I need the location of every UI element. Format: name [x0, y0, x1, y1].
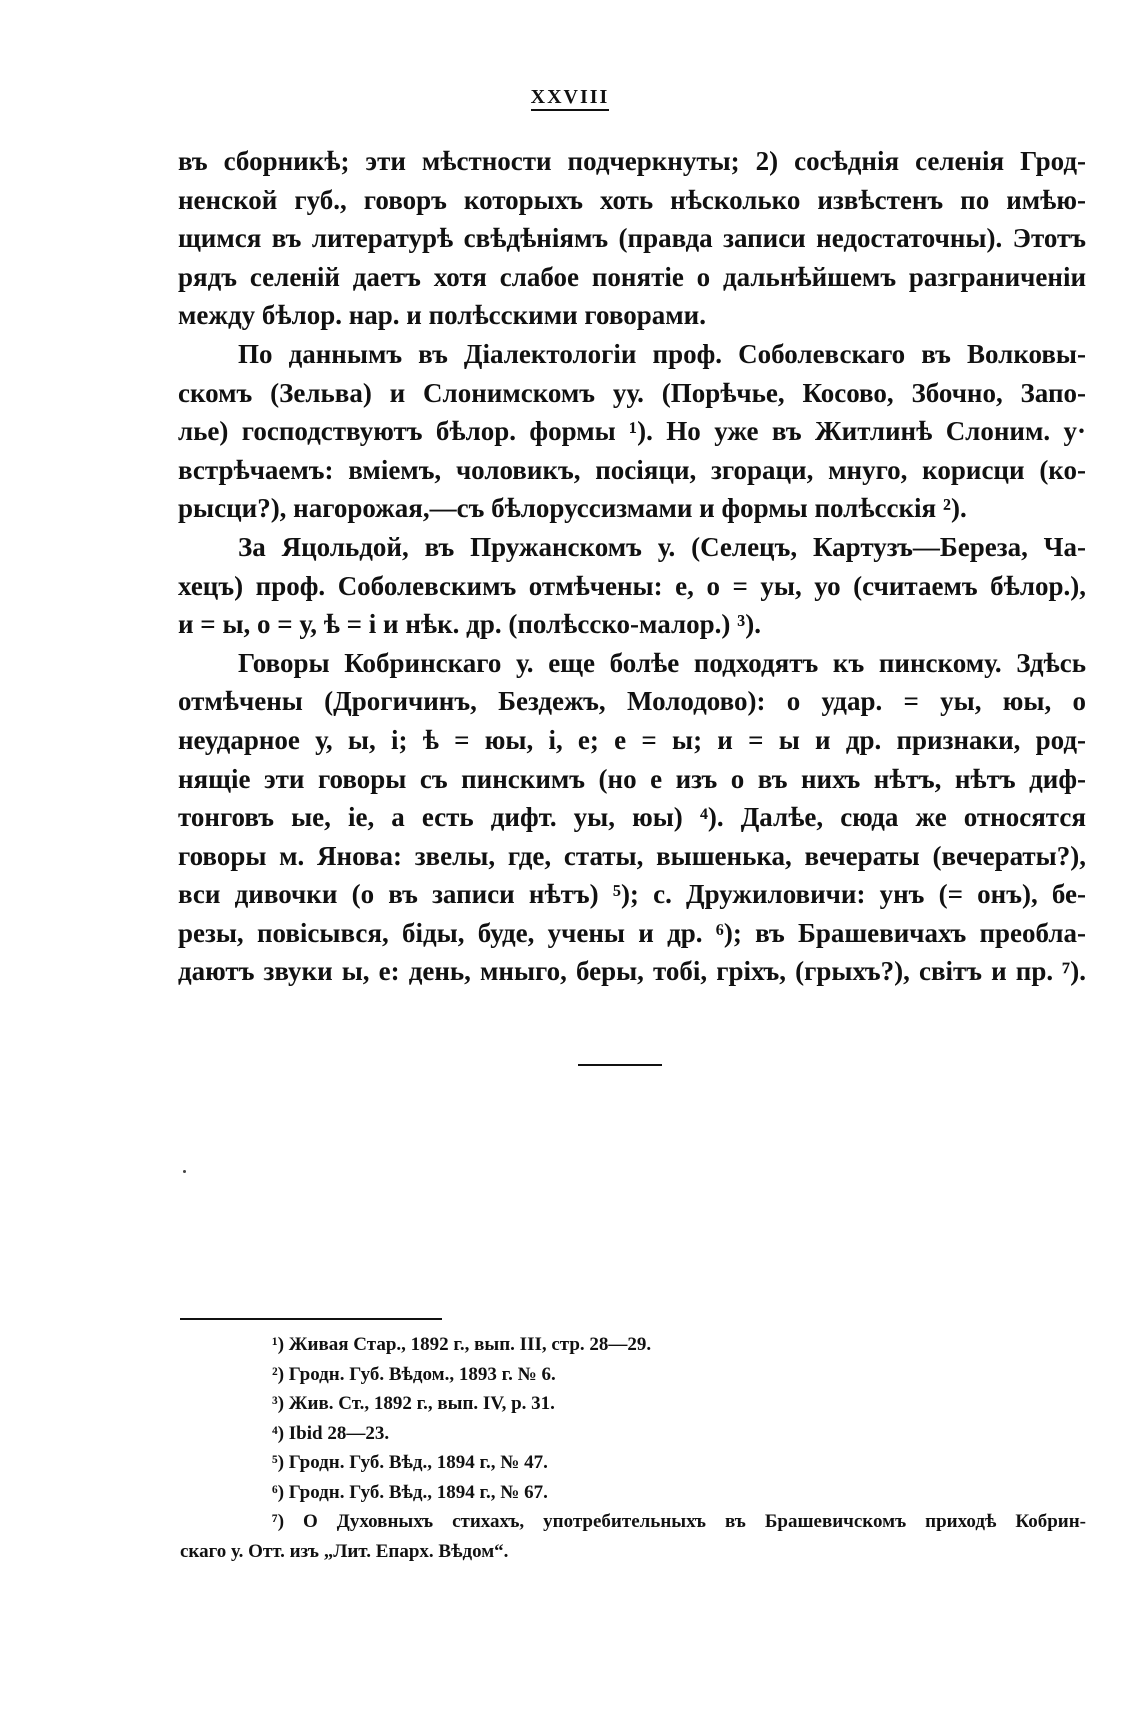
text-line: отмѣчены (Дрогичинъ, Бездежъ, Молодово): о удар. = уы, юы, о — [178, 686, 1086, 717]
section-divider — [578, 1064, 662, 1066]
text-line: щимся въ литературѣ свѣдѣніямъ (правда записи недостаточны). Этотъ — [178, 223, 1086, 254]
text-line: нящіе эти говоры съ пинскимъ (но е изъ о въ нихъ нѣтъ, нѣтъ диф- — [178, 763, 1086, 794]
footnotes — [180, 1330, 1086, 1566]
page-number — [0, 86, 1140, 109]
footnote-7-line-1: ⁷) О Духовныхъ стихахъ, употребительныхъ въ Брашевичскомъ приходѣ Кобрин- — [272, 1511, 1086, 1532]
text-line: хецъ) проф. Соболевскимъ отмѣчены: е, о = уы, уо (считаемъ бѣлор.), — [178, 570, 1086, 601]
footnote-rule — [180, 1318, 442, 1320]
footnote-4: ⁴) Ibid 28—23. — [272, 1422, 390, 1444]
paragraph-4 — [178, 644, 1086, 991]
footnote-7-line-2: скаго у. Отт. изъ „Лит. Епарх. Вѣдом“. — [180, 1540, 509, 1562]
paragraph-3 — [178, 528, 1086, 644]
text-line: По даннымъ въ Діалектологіи проф. Соболевскаго въ Волковы- — [238, 338, 1086, 369]
text-line: между бѣлор. нар. и полѣсскими говорами. — [178, 300, 706, 331]
footnote-2: ²) Гродн. Губ. Вѣдом., 1893 г. № 6. — [272, 1363, 556, 1385]
text-line: За Яцольдой, въ Пружанскомъ у. (Селецъ, Картузъ—Береза, Ча- — [238, 531, 1086, 562]
text-line: рысци?), нагорожая,—съ бѣлоруссизмами и формы полѣсскія ²). — [178, 493, 967, 524]
text-line: вси дивочки (о въ записи нѣтъ) ⁵); с. Дружиловичи: унъ (= онъ), бе- — [178, 879, 1086, 910]
text-line: даютъ звуки ы, е: день, мныго, беры, тобі, гріхъ, (грыхъ?), світъ и пр. ⁷). — [178, 956, 1086, 987]
text-line: рядъ селеній даетъ хотя слабое понятіе о дальнѣйшемъ разграниченіи — [178, 261, 1086, 292]
text-line: говоры м. Янова: звелы, где, статы, вышенька, вечераты (вечераты?), — [178, 840, 1086, 871]
text-line: тонговъ ые, іе, а есть дифт. уы, юы) ⁴). Далѣе, сюда же относятся — [178, 802, 1086, 833]
text-line: неударное у, ы, і; ѣ = юы, і, е; е = ы; и = ы и др. признаки, род- — [178, 724, 1086, 755]
footnote-6: ⁶) Гродн. Губ. Вѣд., 1894 г., № 67. — [272, 1481, 548, 1503]
footnote-7 — [180, 1507, 1086, 1566]
text-line: Говоры Кобринскаго у. еще болѣе подходятъ къ пинскому. Здѣсь — [238, 647, 1086, 678]
paragraph-2 — [178, 335, 1086, 528]
text-line: резы, повісывся, біды, буде, учены и др. ⁶); въ Брашевичахъ преобла- — [178, 917, 1086, 948]
text-line: лье) господствуютъ бѣлор. формы ¹). Но уже въ Житлинѣ Слоним. у· — [178, 416, 1086, 447]
text-line: встрѣчаемъ: вміемъ, чоловикъ, посіяци, згораци, мнуго, корисци (ко- — [178, 454, 1086, 485]
footnote-1: ¹) Живая Стар., 1892 г., вып. III, стр. 28—29. — [272, 1334, 652, 1355]
text-line: ненской губ., говоръ которыхъ хоть нѣсколько извѣстенъ по имѣю- — [178, 184, 1086, 215]
page-number-text: XXVIII — [531, 86, 610, 111]
footnote-5: ⁵) Гродн. Губ. Вѣд., 1894 г., № 47. — [272, 1452, 548, 1473]
main-text — [178, 142, 1086, 991]
scan-speck — [183, 1170, 186, 1173]
text-line: въ сборникѣ; эти мѣстности подчеркнуты; 2) сосѣднія селенія Грод- — [178, 146, 1086, 176]
footnote-3: ³) Жив. Ст., 1892 г., вып. IV, р. 31. — [272, 1393, 555, 1414]
text-line: скомъ (Зельва) и Слонимскомъ уу. (Порѣчье, Косово, Збочно, Запо- — [178, 377, 1086, 408]
text-line: и = ы, о = у, ѣ = і и нѣк. др. (полѣсско-малор.) ³). — [178, 609, 761, 640]
paragraph-1 — [178, 142, 1086, 335]
